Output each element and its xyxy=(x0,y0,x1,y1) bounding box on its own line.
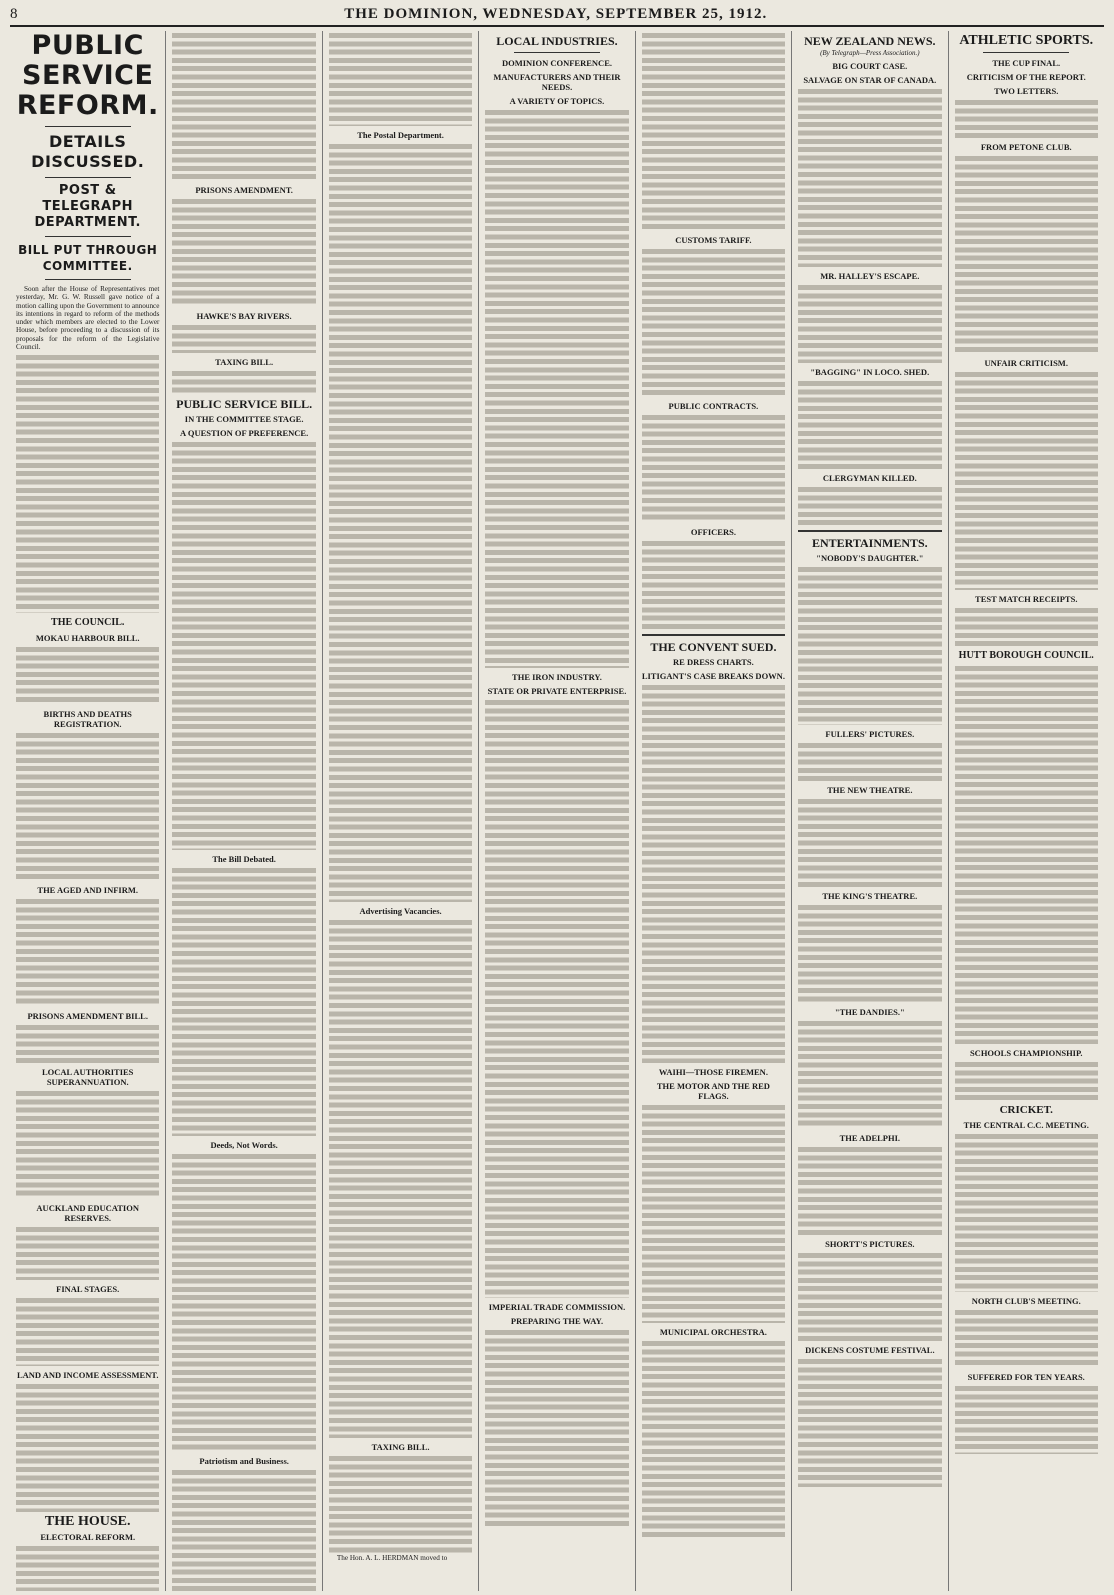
body-text-block xyxy=(485,1328,628,1528)
sub-central-cc: THE CENTRAL C.C. MEETING. xyxy=(963,1120,1089,1130)
section-the-dandies: "THE DANDIES." xyxy=(834,1007,905,1018)
body-text-block xyxy=(798,1251,941,1341)
section-hutt-borough: HUTT BOROUGH COUNCIL. xyxy=(958,650,1094,661)
column-7 xyxy=(949,31,1104,1591)
body-text-block xyxy=(798,1145,941,1235)
section-iron-industry: THE IRON INDUSTRY. xyxy=(512,672,602,682)
sub-unfair-criticism: UNFAIR CRITICISM. xyxy=(984,358,1068,368)
body-text-block xyxy=(16,731,159,881)
section-municipal-orchestra: MUNICIPAL ORCHESTRA. xyxy=(659,1327,767,1337)
body-text-block xyxy=(485,698,628,1298)
body-text-block xyxy=(955,1132,1098,1292)
body-text-block xyxy=(172,866,315,1136)
sub-litigant-case: LITIGANT'S CASE BREAKS DOWN. xyxy=(641,671,785,681)
section-test-match: TEST MATCH RECEIPTS. xyxy=(975,594,1078,604)
section-bagging-loco: "BAGGING" IN LOCO. SHED. xyxy=(810,367,930,378)
body-text-block xyxy=(172,323,315,353)
section-deeds-not-words: Deeds, Not Words. xyxy=(210,1140,278,1150)
section-bill-debated: The Bill Debated. xyxy=(212,854,276,864)
body-text-block xyxy=(16,1382,159,1512)
section-cricket: CRICKET. xyxy=(999,1104,1053,1116)
body-text-block xyxy=(642,1103,785,1323)
sub-motor-red-flags: THE MOTOR AND THE RED FLAGS. xyxy=(656,1081,770,1101)
sub-two-letters: TWO LETTERS. xyxy=(994,86,1059,96)
section-new-theatre: THE NEW THEATRE. xyxy=(827,785,913,796)
masthead xyxy=(10,6,1104,27)
body-text-block xyxy=(172,440,315,850)
body-text-block xyxy=(798,87,941,267)
column-1 xyxy=(10,31,166,1591)
body-text-block xyxy=(329,142,472,902)
section-the-house: THE HOUSE. xyxy=(44,1514,131,1530)
section-fullers-pictures: FULLERS' PICTURES. xyxy=(825,729,915,740)
headline-local-industries: LOCAL INDUSTRIES. xyxy=(496,34,618,48)
section-waihi-firemen: WAIHI—THOSE FIREMEN. xyxy=(658,1067,768,1077)
body-text-block xyxy=(955,370,1098,590)
body-text-block xyxy=(798,485,941,525)
body-text-block xyxy=(642,31,785,231)
body-text-block xyxy=(16,1089,159,1199)
body-text-block xyxy=(16,897,159,1007)
body-text-block xyxy=(955,1308,1098,1368)
lead-paragraph: Soon after the House of Representatives met yesterday, Mr. G. W. Russell gave notice of a motion calling upon the Government to announce its intentions in regard to reform of the methods under which members are elected to the Lower House, before proceeding to a discussion of its proposals for the reform of the Legislative Council. xyxy=(16,285,160,352)
section-electoral-reform: ELECTORAL REFORM. xyxy=(40,1532,136,1543)
body-text-block xyxy=(16,645,159,705)
sub-manufacturers: MANUFACTURERS AND THEIR NEEDS. xyxy=(493,72,621,92)
section-taxing-bill-2: TAXING BILL. xyxy=(371,1442,430,1452)
headline-bill-committee: BILL PUT THROUGH COMMITTEE. xyxy=(18,243,158,273)
body-text-block xyxy=(798,1357,941,1487)
section-advertising-vacancies: Advertising Vacancies. xyxy=(359,906,442,916)
body-text-block xyxy=(798,379,941,469)
section-clergyman-killed: CLERGYMAN KILLED. xyxy=(822,473,917,484)
section-officers: OFFICERS. xyxy=(690,527,736,537)
body-text-block xyxy=(642,247,785,397)
section-land-income: LAND AND INCOME ASSESSMENT. xyxy=(16,1370,159,1381)
section-schools-championship: SCHOOLS CHAMPIONSHIP. xyxy=(969,1048,1083,1058)
sub-variety-topics: A VARIETY OF TOPICS. xyxy=(509,96,605,106)
section-big-court-case: BIG COURT CASE. xyxy=(832,61,908,72)
newspaper-title: THE DOMINION, WEDNESDAY, SEPTEMBER 25, 1912. xyxy=(344,6,768,22)
section-adelphi: THE ADELPHI. xyxy=(839,1133,901,1144)
body-text-block xyxy=(955,154,1098,354)
section-taxing-bill: TAXING BILL. xyxy=(215,357,274,367)
section-mokau: MOKAU HARBOUR BILL. xyxy=(35,633,140,644)
body-text-block xyxy=(955,606,1098,646)
section-patriotism-business: Patriotism and Business. xyxy=(199,1456,289,1466)
headline-entertainments: ENTERTAINMENTS. xyxy=(811,536,928,551)
column-5 xyxy=(636,31,792,1591)
column-3 xyxy=(323,31,479,1591)
section-final-stages: FINAL STAGES. xyxy=(56,1284,120,1295)
headline-athletic-sports: ATHLETIC SPORTS. xyxy=(959,33,1094,48)
body-text-block xyxy=(798,797,941,887)
section-imperial-trade: IMPERIAL TRADE COMMISSION. xyxy=(488,1302,626,1312)
page-number: 8 xyxy=(10,6,18,22)
body-text-block xyxy=(329,918,472,1438)
section-local-authorities: LOCAL AUTHORITIES SUPERANNUATION. xyxy=(42,1067,134,1088)
column-tail-line: The Hon. A. L. HERDMAN moved to xyxy=(336,1554,448,1562)
section-dickens-festival: DICKENS COSTUME FESTIVAL. xyxy=(805,1345,935,1356)
section-kings-theatre: THE KING'S THEATRE. xyxy=(822,891,918,902)
body-text-block xyxy=(798,283,941,363)
sub-criticism-report: CRITICISM OF THE REPORT. xyxy=(966,72,1086,82)
body-text-block xyxy=(642,413,785,523)
section-public-service-bill: PUBLIC SERVICE BILL. xyxy=(176,397,313,411)
column-4 xyxy=(479,31,635,1591)
section-hawkes-bay: HAWKE'S BAY RIVERS. xyxy=(196,311,292,321)
headline-post-telegraph: POST & TELEGRAPH DEPARTMENT. xyxy=(34,183,141,230)
section-preparing-way: PREPARING THE WAY. xyxy=(510,1316,604,1326)
section-public-contracts: PUBLIC CONTRACTS. xyxy=(668,401,759,411)
body-text-block xyxy=(16,1544,159,1591)
body-text-block xyxy=(172,369,315,394)
headline-details-discussed: DETAILS DISCUSSED. xyxy=(31,132,145,171)
headline-nz-news: NEW ZEALAND NEWS. xyxy=(804,34,936,48)
section-the-council: THE COUNCIL. xyxy=(51,617,125,629)
section-prisons-amendment-bill: PRISONS AMENDMENT BILL. xyxy=(27,1011,148,1022)
section-prisons-amendment: PRISONS AMENDMENT. xyxy=(195,185,293,195)
body-text-block xyxy=(798,903,941,1003)
body-text-block xyxy=(16,1296,159,1366)
body-text-block xyxy=(955,1060,1098,1100)
body-text-block xyxy=(172,1152,315,1452)
section-halley-escape: MR. HALLEY'S ESCAPE. xyxy=(820,271,920,282)
column-2 xyxy=(166,31,322,1591)
section-shortts-pictures: SHORTT'S PICTURES. xyxy=(825,1239,915,1250)
section-committee-stage: IN THE COMMITTEE STAGE. xyxy=(184,414,304,424)
body-text-block xyxy=(16,1023,159,1063)
sub-petone-club: FROM PETONE CLUB. xyxy=(980,142,1072,152)
body-text-block xyxy=(16,353,159,613)
body-text-block xyxy=(798,565,941,725)
body-text-block xyxy=(485,108,628,668)
sub-north-club: NORTH CLUB'S MEETING. xyxy=(971,1296,1081,1306)
body-text-block xyxy=(172,197,315,307)
body-text-block xyxy=(955,1384,1098,1454)
body-text-block xyxy=(172,31,315,181)
sub-cup-final: THE CUP FINAL. xyxy=(992,58,1061,68)
section-auckland-education: AUCKLAND EDUCATION RESERVES. xyxy=(36,1203,139,1224)
sub-dress-charts: RE DRESS CHARTS. xyxy=(673,657,754,667)
section-postal-department: The Postal Department. xyxy=(357,130,444,140)
section-state-private: STATE OR PRIVATE ENTERPRISE. xyxy=(487,686,627,696)
body-text-block xyxy=(329,1454,472,1554)
section-aged-infirm: THE AGED AND INFIRM. xyxy=(37,885,138,896)
body-text-block xyxy=(798,741,941,781)
body-text-block xyxy=(955,664,1098,1044)
body-text-block xyxy=(642,683,785,1063)
section-births-deaths: BIRTHS AND DEATHS REGISTRATION. xyxy=(43,709,132,730)
section-nobodys-daughter: "NOBODY'S DAUGHTER." xyxy=(816,553,924,564)
body-text-block xyxy=(955,98,1098,138)
body-text-block xyxy=(642,1339,785,1539)
body-text-block xyxy=(329,31,472,126)
headline-public-service-reform: PUBLIC SERVICE REFORM. xyxy=(16,31,159,121)
column-6 xyxy=(792,31,948,1591)
body-text-block xyxy=(798,1019,941,1129)
sub-salvage-star: SALVAGE ON STAR OF CANADA. xyxy=(803,75,937,86)
byline-press-association: (By Telegraph—Press Association.) xyxy=(820,49,920,57)
sub-suffered-ten-years: SUFFERED FOR TEN YEARS. xyxy=(967,1372,1085,1382)
body-text-block xyxy=(172,1468,315,1591)
sub-dominion-conference: DOMINION CONFERENCE. xyxy=(501,58,612,68)
body-text-block xyxy=(642,539,785,629)
headline-convent-sued: THE CONVENT SUED. xyxy=(650,640,777,654)
section-question-preference: A QUESTION OF PREFERENCE. xyxy=(180,428,309,438)
body-text-block xyxy=(16,1225,159,1280)
section-customs-tariff: CUSTOMS TARIFF. xyxy=(675,235,752,245)
